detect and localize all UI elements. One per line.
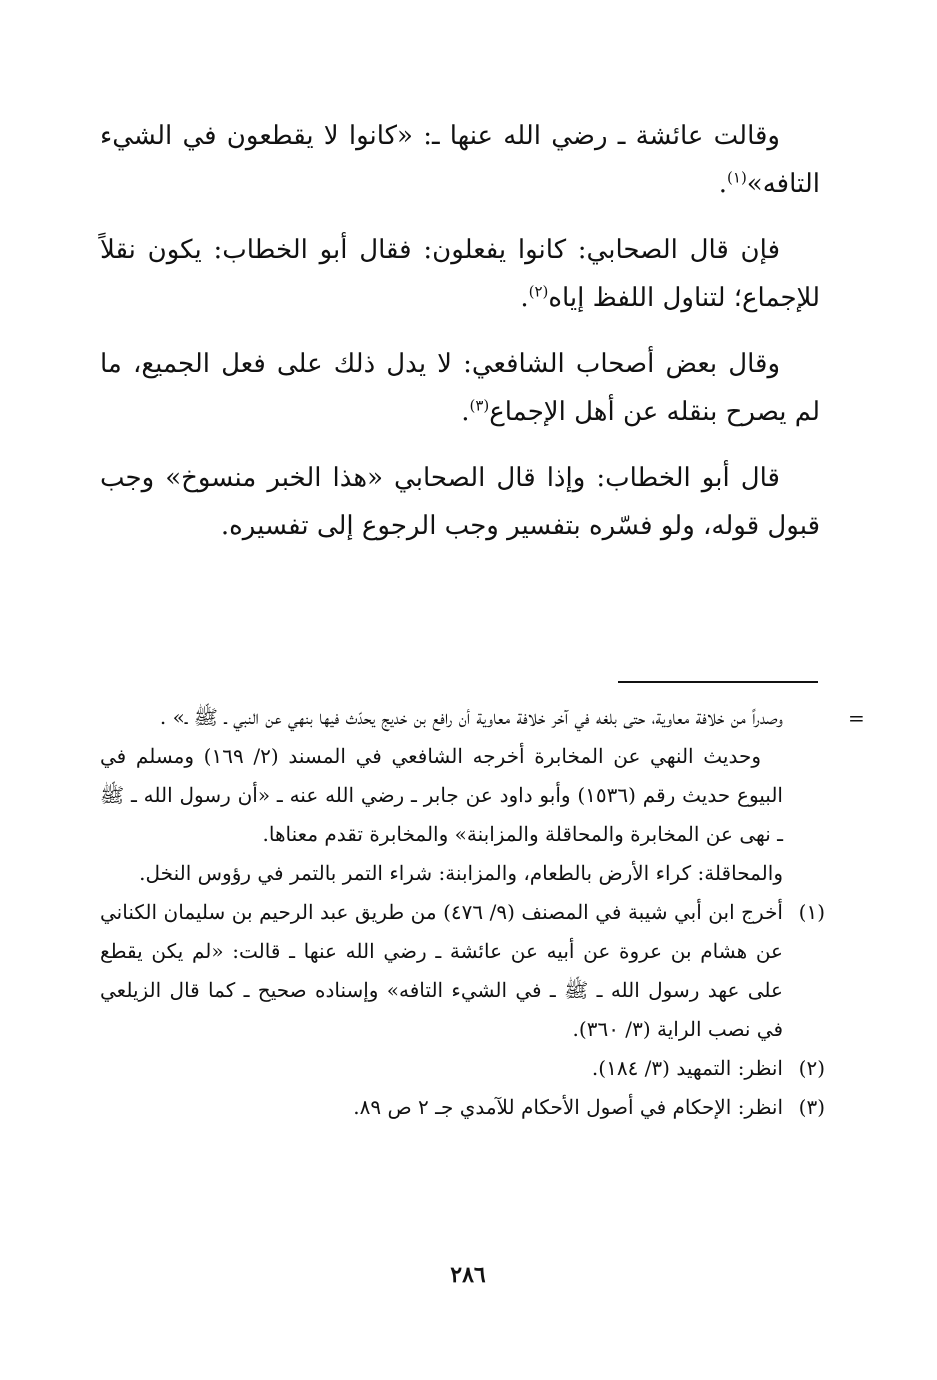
footnote-text: انظر: الإحكام في أصول الأحكام للآمدي جـ ٢ ص ٨٩. — [353, 1095, 783, 1119]
page-number: ٢٨٦ — [450, 1262, 486, 1288]
footnote-continued-3: والمحاقلة: كراء الأرض بالطعام، والمزابنة: شراء التمر بالتمر في رؤوس النخل. — [139, 861, 783, 885]
main-text — [100, 112, 820, 568]
footnote-3 — [100, 1088, 825, 1127]
footnote-text: انظر: التمهيد (٣/ ١٨٤). — [591, 1056, 783, 1080]
footnote-continued-2: وحديث النهي عن المخابرة أخرجه الشافعي في المسند (٢/ ١٦٩) ومسلم في البيوع حديث رقم (١٥٣٦) وأبو داود عن جابر ـ رضي الله عنه ـ «أن رسول الله ـ ﷺ ـ نهى عن المخابرة والمحاقلة والمزابنة» والمخابرة تقدم معناها. — [100, 744, 783, 846]
footnote-number: (٢) — [798, 1056, 825, 1080]
footnote-separator — [618, 681, 818, 683]
paragraph-2: فإن قال الصحابي: كانوا يفعلون: فقال أبو الخطاب: يكون نقلاً للإجماع؛ لتناول اللفظ إياه$^{(٢)}$. — [100, 235, 820, 313]
paragraph-1: وقالت عائشة ـ رضي الله عنها ـ: «كانوا لا يقطعون في الشيء التافه»$^{(١)}$. — [100, 121, 820, 199]
footnote-number: (٣) — [798, 1095, 825, 1119]
footnote-continued-1: وصدراً من خلافة معاوية، حتى بلغه في آخر خلافة معاوية أن رافع بن خديج يحدّث فيها بنهي عن النبي ـ ﷺ ـ» . — [159, 705, 783, 729]
paragraph-4: قال أبو الخطاب: وإذا قال الصحابي «هذا الخبر منسوخ» وجب قبول قوله، ولو فسّره بتفسير وجب الرجوع إلى تفسيره. — [100, 463, 820, 541]
footnotes — [100, 698, 825, 1127]
footnote-text: أخرج ابن أبي شيبة في المصنف (٩/ ٤٧٦) من طريق عبد الرحيم بن سليمان الكناني عن هشام بن عروة عن أبيه عن عائشة ـ رضي الله عنها ـ قالت: «لم يكن يقطع على عهد رسول الله ـ ﷺ ـ في الشيء التافه» وإسناده صحيح ـ كما قال الزيلعي في نصب الراية (٣/ ٣٦٠). — [100, 900, 783, 1041]
footnote-ref-2[interactable]: (٢) — [528, 282, 549, 301]
footnote-ref-3[interactable]: (٣) — [469, 396, 490, 415]
footnote-ref-1[interactable]: (١) — [727, 168, 747, 187]
footnote-number: (١) — [798, 900, 825, 924]
paragraph-3: وقال بعض أصحاب الشافعي: لا يدل ذلك على فعل الجميع، ما لم يصرح بنقله عن أهل الإجماع$^{(٣)}$. — [100, 349, 820, 427]
footnote-1 — [100, 893, 825, 1049]
footnote-2 — [100, 1049, 825, 1088]
footnote-continuation-mark: = — [848, 706, 865, 730]
